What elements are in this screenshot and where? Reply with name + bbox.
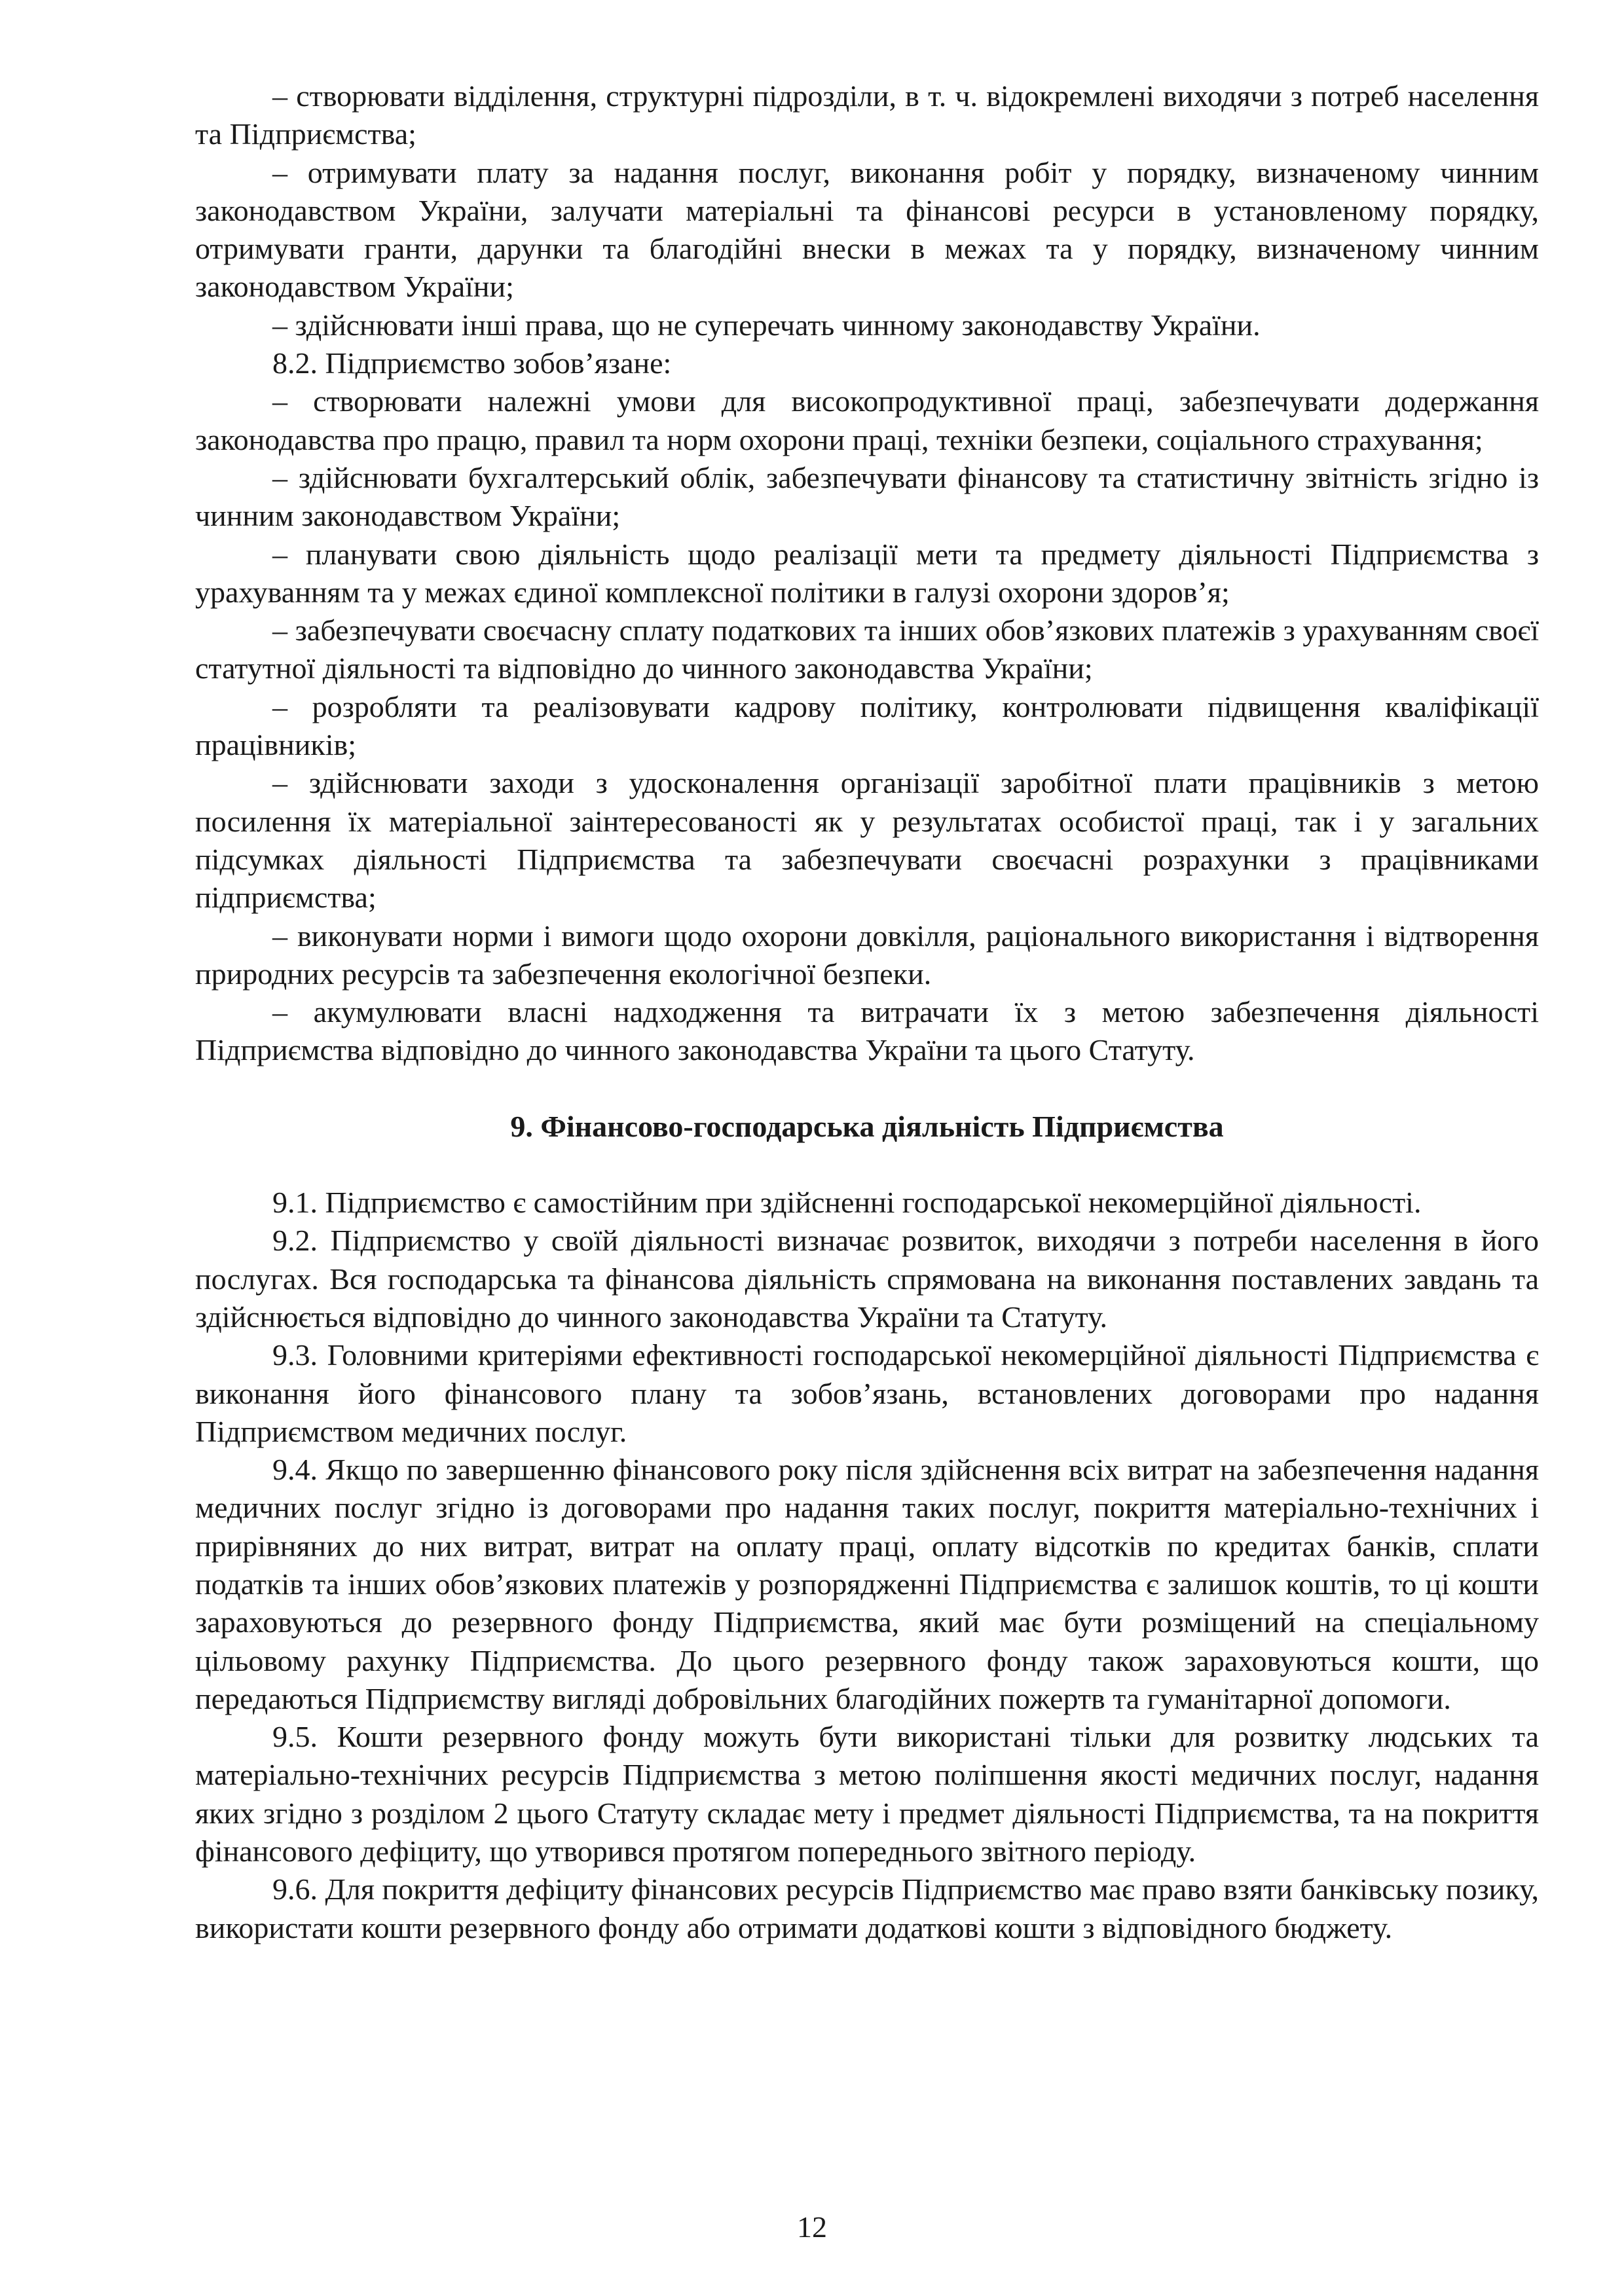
paragraph: 9.6. Для покриття дефіциту фінансових ресурсів Підприємство має право взяти банківську позику, використати кошти резервного фонду або отримати додаткові кошти з відповідного бюджету. — [195, 1872, 1539, 1944]
section-heading: 9. Фінансово-господарська діяльність Підприємства — [510, 1109, 1224, 1143]
paragraph: 9.4. Якщо по завершенню фінансового року після здійснення всіх витрат на забезпечення надання медичних послуг згідно із договорами про надання таких послуг, покриття матеріально-технічних і прирівняних до них витрат, витрат на оплату праці, оплату відсотків по кредитах банків, сплати податків та інших обов’язкових платежів у розпорядженні Підприємства є залишок коштів, то ці кошти зараховуються до резервного фонду Підприємства, який має бути розміщений на спеціальному цільовому рахунку Підприємства. До цього резервного фонду також зараховуються кошти, що передаються Підприємству вигляді добровільних благодійних пожертв та гуманітарної допомоги. — [195, 1453, 1539, 1715]
paragraph: – здійснювати бухгалтерський облік, забезпечувати фінансову та статистичну звітність згідно із чинним законодавством України; — [195, 460, 1539, 533]
paragraph: – створювати належні умови для високопродуктивної праці, забезпечувати додержання законодавства про працю, правил та норм охорони праці, техніки безпеки, соціального страхування; — [195, 384, 1539, 456]
page-number: 12 — [797, 2210, 827, 2244]
paragraph: – розробляти та реалізовувати кадрову політику, контролювати підвищення кваліфікації працівників; — [195, 689, 1539, 762]
paragraph: – акумулювати власні надходження та витрачати їх з метою забезпечення діяльності Підприємства відповідно до чинного законодавства України та цього Статуту. — [195, 995, 1539, 1067]
paragraph: – забезпечувати своєчасну сплату податкових та інших обов’язкових платежів з урахуванням своєї статутної діяльності та відповідно до чинного законодавства України; — [195, 613, 1539, 685]
paragraph: – планувати свою діяльність щодо реалізації мети та предмету діяльності Підприємства з урахуванням та у межах єдиної комплексної політики в галузі охорони здоров’я; — [195, 537, 1539, 609]
document-body — [195, 77, 1539, 1947]
paragraph: – здійснювати заходи з удосконалення організації заробітної плати працівників з метою посилення їх матеріальної заінтересованості як у результатах особистої праці, так і у загальних підсумках діяльності Підприємства та забезпечувати своєчасні розрахунки з працівниками підприємства; — [195, 766, 1539, 915]
paragraph: 9.3. Головними критеріями ефективності господарської некомерційної діяльності Підприємства є виконання його фінансового плану та зобов’язань, встановлених договорами про надання Підприємством медичних послуг. — [195, 1338, 1539, 1448]
paragraph: – виконувати норми і вимоги щодо охорони довкілля, раціонального використання і відтворення природних ресурсів та забезпечення екологічної безпеки. — [195, 919, 1539, 991]
paragraph: 9.5. Кошти резервного фонду можуть бути використані тільки для розвитку людських та матеріально-технічних ресурсів Підприємства з метою поліпшення якості медичних послуг, надання яких згідно з розділом 2 цього Статуту складає мету і предмет діяльності Підприємства, та на покриття фінансового дефіциту, що утворився протягом попереднього звітного періоду. — [195, 1720, 1539, 1868]
paragraph: – здійснювати інші права, що не суперечать чинному законодавству України. — [272, 308, 1261, 342]
paragraph: – створювати відділення, структурні підрозділи, в т. ч. відокремлені виходячи з потреб населення та Підприємства; — [195, 79, 1539, 151]
paragraph: 8.2. Підприємство зобов’язане: — [272, 346, 672, 380]
paragraph: 9.2. Підприємство у своїй діяльності визначає розвиток, виходячи з потреби населення в його послугах. Вся господарська та фінансова діяльність спрямована на виконання поставлених завдань та здійснюється відповідно до чинного законодавства України та Статуту. — [195, 1224, 1539, 1334]
paragraph: 9.1. Підприємство є самостійним при здійсненні господарської некомерційної діяльності. — [272, 1186, 1422, 1220]
paragraph: – отримувати плату за надання послуг, виконання робіт у порядку, визначеному чинним законодавством України, залучати матеріальні та фінансові ресурси в установленому порядку, отримувати гранти, дарунки та благодійні внески в межах та у порядку, визначеному чинним законодавством України; — [195, 155, 1539, 304]
